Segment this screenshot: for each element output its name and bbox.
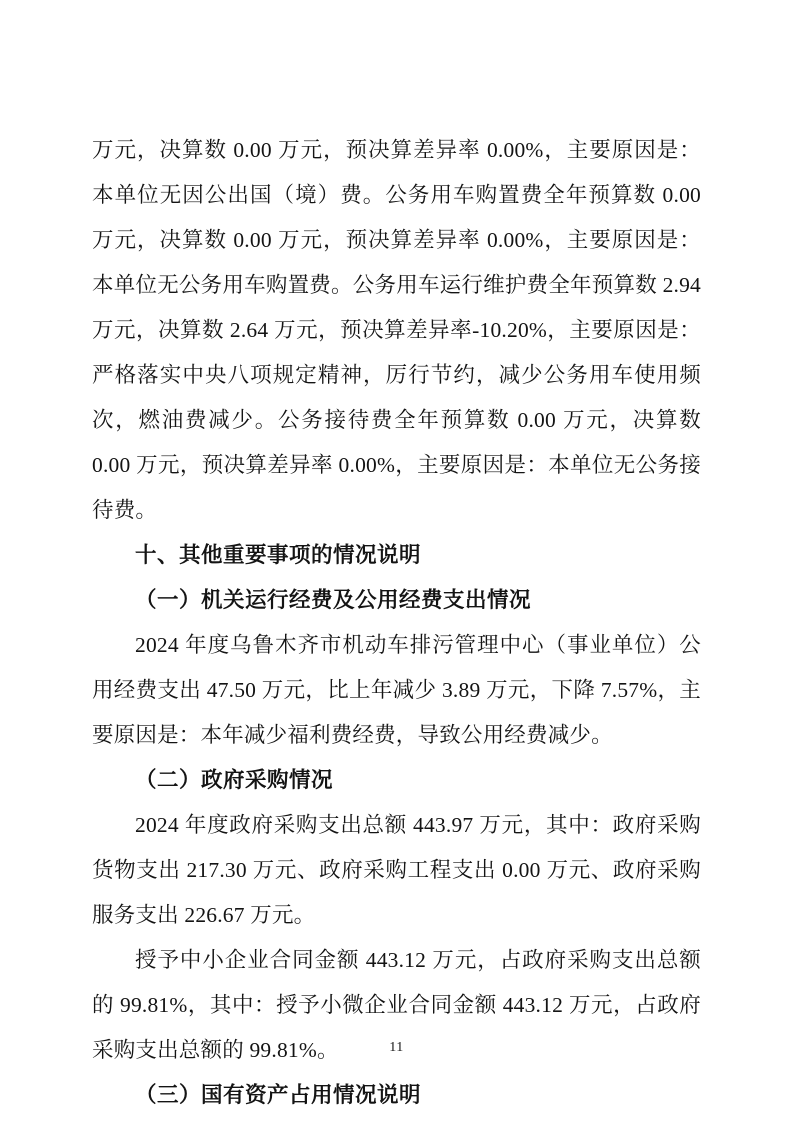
page-number: 11 bbox=[389, 1040, 404, 1055]
subsection-heading-state-owned-assets: （三）国有资产占用情况说明 bbox=[135, 1083, 422, 1108]
document-body bbox=[92, 128, 701, 1118]
paragraph-procurement-sme-contracts: 授予中小企业合同金额 443.12 万元，占政府采购支出总额的 99.81%，其中：授予小微企业合同金额 443.12 万元，占政府采购支出总额的 99.81%。 bbox=[92, 948, 701, 1062]
subsection-heading-government-procurement: （二）政府采购情况 bbox=[135, 768, 334, 793]
subsection-heading-operating-expenses: （一）机关运行经费及公用经费支出情况 bbox=[135, 588, 532, 613]
paragraph-operating-expenses: 2024 年度乌鲁木齐市机动车排污管理中心（事业单位）公用经费支出 47.50 万元，比上年减少 3.89 万元，下降 7.57%，主要原因是：本年减少福利费经费，导致公用经费减少。 bbox=[92, 633, 701, 747]
section-heading-other-important-matters: 十、其他重要事项的情况说明 bbox=[135, 543, 422, 568]
paragraph-continued-budget-variance: 万元，决算数 0.00 万元，预决算差异率 0.00%，主要原因是：本单位无因公出国（境）费。公务用车购置费全年预算数 0.00 万元，决算数 0.00 万元，预决算差异率 0.00%，主要原因是：本单位无公务用车购置费。公务用车运行维护费全年预算数 2.94 万元，决算数 2.64 万元，预决算差异率-10.20%，主要原因是：严格落实中央八项规定精神，厉行节约，减少公务用车使用频次，燃油费减少。公务接待费全年预算数 0.00 万元，决算数 0.00 万元，预决算差异率 0.00%，主要原因是：本单位无公务接待费。 bbox=[92, 138, 701, 522]
paragraph-procurement-total: 2024 年度政府采购支出总额 443.97 万元，其中：政府采购货物支出 217.30 万元、政府采购工程支出 0.00 万元、政府采购服务支出 226.67 万元。 bbox=[92, 813, 701, 927]
